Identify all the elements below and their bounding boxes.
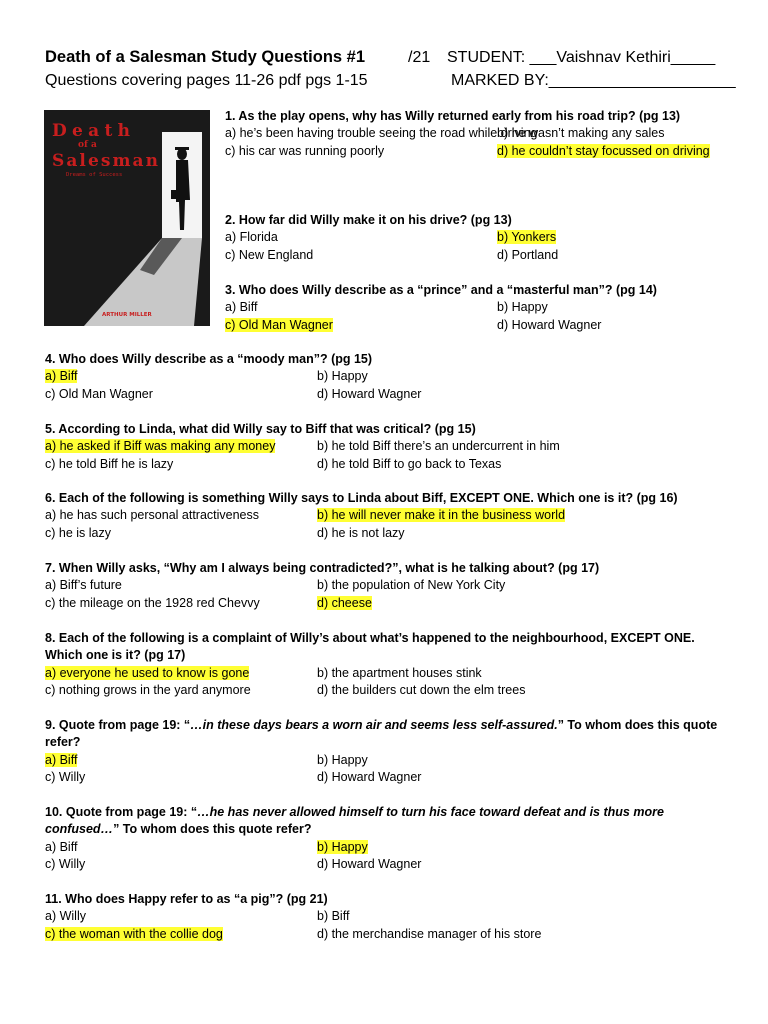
answer-option: c) Old Man Wagner (45, 386, 153, 401)
student-name-field: STUDENT: ___Vaishnav Kethiri_____ (447, 49, 716, 66)
answer-option: b) Biff (317, 909, 350, 924)
selected-answer-highlight: c) Old Man Wagner (225, 317, 333, 332)
question-text: 11. Who does Happy refer to as “a pig”? (pg 21) (45, 892, 328, 906)
question-4 (45, 351, 735, 403)
answer-option: b) he told Biff there’s an undercurrent in him (317, 439, 560, 454)
answer-option: a) Biff (225, 300, 258, 315)
selected-answer-highlight: d) cheese (317, 595, 372, 610)
answer-option: c) he told Biff he is lazy (45, 456, 174, 471)
answer-option: a) he has such personal attractiveness (45, 508, 260, 523)
selected-answer-highlight: c) the woman with the collie dog (45, 926, 223, 941)
answer-option: a) Biff’s future (45, 578, 122, 593)
answer-option: b) Happy (317, 369, 368, 384)
question-text: 1. As the play opens, why has Willy returned early from his road trip? (pg 13) (225, 109, 681, 123)
marked-by-field: MARKED BY:_____________________ (451, 72, 736, 89)
question-text: 5. According to Linda, what did Willy say to Biff that was critical? (pg 15) (45, 422, 476, 436)
worksheet-title: Death of a Salesman Study Questions #1 (45, 48, 366, 66)
answer-option: a) Biff (45, 839, 78, 854)
answer-option: c) his car was running poorly (225, 143, 385, 158)
question-text: 9. Quote from page 19: “…in these days bears a worn air and seems less self-assured.” To whom does this quote refer? (45, 718, 718, 750)
question-7 (45, 560, 735, 612)
question-3 (225, 282, 725, 334)
question-text: 4. Who does Willy describe as a “moody man”? (pg 15) (45, 352, 373, 366)
answer-option: a) Florida (225, 230, 278, 245)
answer-option: d) the merchandise manager of his store (317, 926, 542, 941)
question-6 (45, 490, 735, 542)
answer-option: c) New England (225, 247, 314, 262)
answer-option: c) Willy (45, 857, 86, 872)
worksheet-subtitle: Questions covering pages 11-26 pdf pgs 1-15 (45, 72, 368, 89)
answer-option: a) he’s been having trouble seeing the road while driving (225, 126, 538, 141)
selected-answer-highlight: b) Happy (317, 839, 368, 854)
answer-option: b) he wasn’t making any sales (497, 126, 665, 141)
answer-option: b) the population of New York City (317, 578, 506, 593)
cover-tagline: Dreams of Success (66, 172, 123, 178)
quote-text: …he has never allowed himself to turn his face toward defeat and is thus more confused… (45, 805, 664, 837)
selected-answer-highlight: a) Biff (45, 752, 78, 767)
answer-option: c) Willy (45, 770, 86, 785)
answer-option: b) Happy (497, 300, 548, 315)
selected-answer-highlight: a) he asked if Biff was making any money (45, 439, 276, 454)
book-cover-image (44, 110, 210, 326)
answer-option: a) Willy (45, 909, 86, 924)
answer-option: d) Howard Wagner (497, 317, 602, 332)
question-11 (45, 891, 735, 943)
quote-text: …in these days bears a worn air and seems less self-assured. (190, 718, 558, 732)
cover-title-line2: of a (78, 140, 97, 150)
question-text: 7. When Willy asks, “Why am I always being contradicted?”, what is he talking about? (pg 17) (45, 561, 600, 575)
question-8 (45, 630, 735, 700)
answer-option: d) Howard Wagner (317, 770, 422, 785)
question-text: 3. Who does Willy describe as a “prince” and a “masterful man”? (pg 14) (225, 283, 657, 297)
cover-title-line3: Salesman (52, 151, 158, 171)
question-text: 2. How far did Willy make it on his drive? (pg 13) (225, 213, 512, 227)
question-1 (225, 108, 725, 160)
answer-option: d) Howard Wagner (317, 857, 422, 872)
question-10 (45, 804, 735, 874)
selected-answer-highlight: b) Yonkers (497, 230, 557, 245)
score-field: /21 (408, 49, 431, 66)
question-2 (225, 212, 725, 264)
question-5 (45, 421, 735, 473)
answer-option: d) Portland (497, 247, 559, 262)
answer-option: d) he told Biff to go back to Texas (317, 456, 502, 471)
answer-option: c) he is lazy (45, 525, 111, 540)
answer-option: b) the apartment houses stink (317, 665, 482, 680)
selected-answer-highlight: d) he couldn’t stay focussed on driving (497, 143, 710, 158)
answer-option: c) nothing grows in the yard anymore (45, 683, 251, 698)
question-text: 8. Each of the following is a complaint of Willy’s about what’s happened to the neighbourhood, EXCEPT ONE. Which one is it? (pg 17) (45, 631, 695, 663)
answer-option: d) Howard Wagner (317, 386, 422, 401)
selected-answer-highlight: b) he will never make it in the business world (317, 508, 566, 523)
answer-option: c) the mileage on the 1928 red Chevvy (45, 595, 260, 610)
question-text: 10. Quote from page 19: “…he has never allowed himself to turn his face toward defeat and is thus more confused…” To whom does this quote refer? (45, 805, 664, 837)
cover-author: ARTHUR MILLER (102, 312, 152, 318)
selected-answer-highlight: a) everyone he used to know is gone (45, 665, 250, 680)
answer-option: d) he is not lazy (317, 525, 405, 540)
answer-option: b) Happy (317, 752, 368, 767)
answer-option: d) the builders cut down the elm trees (317, 683, 526, 698)
selected-answer-highlight: a) Biff (45, 369, 78, 384)
question-9 (45, 717, 735, 787)
question-text: 6. Each of the following is something Willy says to Linda about Biff, EXCEPT ONE. Which one is it? (pg 16) (45, 491, 678, 505)
cover-title-line1: Death (52, 121, 130, 141)
